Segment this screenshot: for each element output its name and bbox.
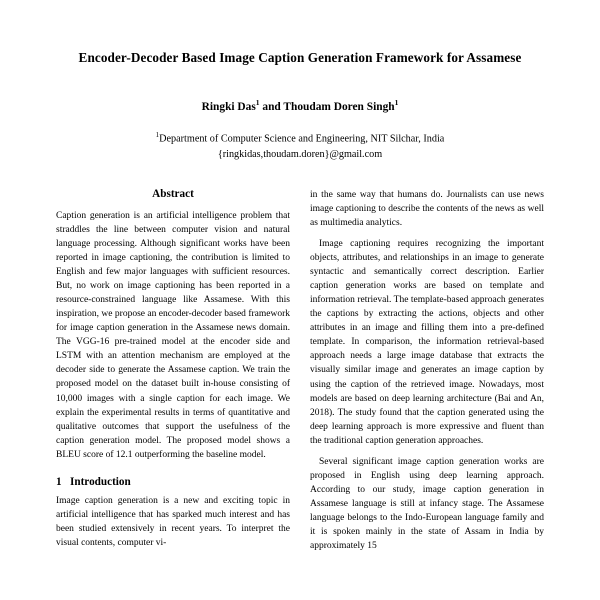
author-conjunction: and — [259, 100, 284, 113]
right-paragraph-1: in the same way that humans do. Journalists can use news image captioning to describe the contents of the news as well as multimedia analytics. — [310, 189, 544, 229]
section-heading-introduction — [56, 476, 290, 488]
abstract-heading: Abstract — [152, 187, 194, 200]
author-list — [56, 98, 544, 113]
affiliation — [56, 130, 544, 147]
right-paragraph-2: Image captioning requires recognizing the important objects, attributes, and relationships in an image to generate syntactic and semantically correct description. Earlier caption generation works are based on template and information retrieval. The template-based approach generates the captions by extracting the actions, objects and other attributes in an image and filling them into a pre-defined template. In comparison, the information retrieval-based approach needs a large image database that extracts the visually similar image and generates an image caption by using the caption of the retrieved image. Nowadays, most models are based on deep learning architecture (Bai and An, 2018). The study found that the caption generated using the deep learning approach is more expressive and fluent than the traditional caption generation approaches. — [310, 239, 544, 446]
page-title: Encoder-Decoder Based Image Caption Generation Framework for Assamese — [78, 50, 522, 65]
author-affil-marker-1: 1 — [255, 98, 260, 108]
affiliation-text: Department of Computer Science and Engineering, NIT Silchar, India — [159, 133, 445, 145]
abstract-text: Caption generation is an artificial intelligence problem that straddles the line between computer vision and natural language processing. Although significant works have been reported in image captioning, the contribution is limited to English and few major languages with sufficient resources. But, no work on image captioning has been reported in a resource-constrained language like Assamese. With this inspiration, we propose an encoder-decoder based framework for image caption generation in the Assamese news domain. The VGG-16 pre-trained model at the encoder side and LSTM with an attention mechanism are employed at the decoder side to generate the Assamese caption. We train the proposed model on the dataset built in-house consisting of 10,000 images with a single caption for each image. We explain the experimental results in terms of quantitative and qualitative outcomes that support the usefulness of the caption generation model. The proposed model shows a BLEU score of 12.1 outperforming the baseline model. — [56, 210, 290, 460]
author-name-1: Ringki Das — [201, 100, 256, 113]
left-column — [56, 188, 290, 560]
section-number: 1 — [56, 475, 62, 488]
right-paragraph-3: Several significant image caption generation works are proposed in English using deep learning approach. According to our study, image caption generation in Assamese language is still at infancy stage. The Assamese language belongs to the Indo-European language family and it is spoken mainly in the state of Assam in India by approximately 15 — [310, 456, 544, 552]
section-title: Introduction — [70, 475, 131, 488]
right-column — [310, 188, 544, 560]
author-email: {ringkidas,thoudam.doren}@gmail.com — [217, 148, 383, 160]
affiliation-marker: 1 — [155, 130, 160, 139]
author-affil-marker-2: 1 — [394, 98, 399, 108]
author-name-2: Thoudam Doren Singh — [283, 100, 395, 113]
intro-paragraph-1: Image caption generation is a new and exciting topic in artificial intelligence that has sparked much interest and has been studied extensively in recent years. To interpret the visual contents, computer vi- — [56, 495, 290, 548]
two-column-body — [56, 188, 544, 560]
